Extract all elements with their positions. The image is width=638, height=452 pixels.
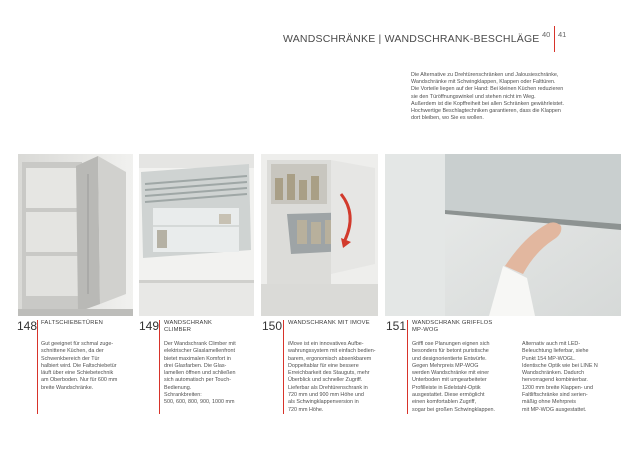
item-description-line: bietet maximalen Komfort in: [164, 355, 231, 362]
item-divider: [283, 320, 284, 414]
item-description-line: elektrischer Glaslamellenfront: [164, 348, 236, 355]
item-description-line: am Oberboden. Nur für 600 mm: [41, 377, 118, 384]
item-description-line: 720 mm Höhe.: [288, 406, 324, 413]
item-description-line: Bedienung.: [164, 384, 192, 391]
item-description-line: 720 mm und 900 mm Höhe und: [288, 392, 364, 399]
item-description-line: mäßig ohne Mehrpreis: [522, 399, 576, 406]
intro-line: Hochwertige Beschlagtechniken garantieren, dass die Klappen: [411, 108, 561, 115]
item-description-line: halbiert wird. Die Faltschiebetür: [41, 362, 117, 369]
item-description-line: Alternativ auch mit LED-: [522, 341, 581, 347]
item-description-line: Schwenkbereich der Tür: [41, 355, 100, 362]
intro-line: Die Alternative zu Drehtürenschränken und Jalousieschränke,: [411, 72, 559, 78]
item-description-line: Beleuchtung lieferbar, siehe: [522, 348, 589, 355]
item-description-line: schnittene Küchen, da der: [41, 348, 104, 355]
item-description-line: Der Wandschrank Climber mit: [164, 341, 236, 347]
intro-line: sie den Türöffnungswinkel und stehen nicht im Weg.: [411, 93, 536, 100]
item-description: [41, 341, 133, 392]
item-description-line: Wandschränken. Dadurch: [522, 370, 585, 377]
item-description-line: Gut geeignet für schmal zuge-: [41, 341, 114, 347]
item-title-line: WANDSCHRANK: [164, 320, 213, 326]
intro-line: Wandschränke mit Schwingklappen, Klappen oder Falttüren.: [411, 79, 556, 86]
item-description-line: Schrankbreiten:: [164, 392, 202, 399]
intro-line: dort bleiben, wo Sie es wollen.: [411, 115, 484, 122]
item-description-line: Lieferbar als Drehtürenschrank in: [288, 384, 368, 391]
page-number-right: 41: [558, 30, 567, 39]
item-divider: [407, 320, 408, 414]
item-description-continued: [522, 341, 622, 414]
item-description-line: einen komfortablen Zugriff,: [412, 399, 477, 406]
item-number: 148: [17, 319, 38, 333]
item-title-line: FALTSCHIEBETÜREN: [41, 320, 104, 326]
page-title: WANDSCHRÄNKE | WANDSCHRANK-BESCHLÄGE: [283, 33, 540, 45]
item-title: [164, 320, 254, 335]
item-description-line: 500, 600, 800, 900, 1000 mm: [164, 399, 235, 406]
item-description-line: werden Wandschränke mit einer: [412, 370, 490, 377]
item-description-line: als Schwingklappenversion in: [288, 399, 359, 406]
item-divider: [37, 320, 38, 414]
item-number: 150: [262, 319, 283, 333]
photo-wandschrank-imove: [261, 154, 378, 316]
item-description-line: und designorientierte Entwürfe.: [412, 355, 487, 362]
photo-wandschrank-climber: [139, 154, 254, 316]
item-description-line: sogar bei großen Schwingklappen.: [412, 406, 496, 413]
item-description-line: hervorragend kombinierbar.: [522, 377, 588, 384]
photo-faltschiebetueren: [18, 154, 133, 316]
item-description-line: ausgestattet. Diese ermöglicht: [412, 392, 485, 399]
item-description-line: drei Glasfarben. Die Glas-: [164, 362, 227, 369]
item-description-line: lamellen öffnen und schließen: [164, 370, 236, 377]
item-number: 149: [139, 319, 160, 333]
item-description-line: breite Wandschränke.: [41, 384, 94, 391]
item-description: [164, 341, 258, 407]
item-description-line: sich automatisch per Touch-: [164, 377, 232, 384]
item-description-line: Gegen Mehrpreis MP-WOG: [412, 362, 479, 369]
item-title-line: WANDSCHRANK GRIFFLOS: [412, 320, 493, 326]
item-title: [288, 320, 383, 327]
item-divider: [159, 320, 160, 414]
item-description-line: Griffl ose Planungen eignen sich: [412, 341, 490, 347]
item-description: [288, 341, 384, 414]
item-description-line: Identische Optik wie bei LINE N: [522, 362, 598, 369]
intro-line: Die Vorteile liegen auf der Hand: Bei kleinen Küchen reduzieren: [411, 86, 564, 93]
item-description-line: läuft über eine Schiebetechnik: [41, 370, 114, 377]
item-description-line: Unterboden mit umgearbeiteter: [412, 377, 487, 384]
item-description-line: Doppeltablar für eine bessere: [288, 362, 359, 369]
intro-paragraph: [411, 72, 609, 122]
page-number-divider: [554, 26, 555, 52]
item-title-line: MP-WOG: [412, 327, 439, 334]
item-description: [412, 341, 512, 414]
intro-line: Außerdem ist die Kopffreiheit bei allen Schränken gewährleistet.: [411, 100, 565, 107]
item-number: 151: [386, 319, 407, 333]
item-description-line: 1200 mm breite Klappen- und: [522, 384, 594, 391]
item-description-line: Profilleiste in Edelstahl-Optik: [412, 384, 481, 391]
item-description-line: Punkt 154 MP-WOGL.: [522, 355, 576, 362]
item-description-line: Überblick und schneller Zugriff.: [288, 377, 363, 384]
item-description-line: Erreichbarkeit des Stauguts, mehr: [288, 370, 370, 377]
photo-wandschrank-grifflos: [385, 154, 621, 316]
item-description-line: wahrungssystem mit einfach bedien-: [288, 348, 376, 355]
item-title-line: CLIMBER: [164, 327, 192, 334]
item-title: [412, 320, 522, 335]
item-description-line: iMove ist ein innovatives Aufbe-: [288, 341, 364, 347]
item-description-line: barem, ergonomisch absenkbarem: [288, 355, 372, 362]
page-number-left: 40: [542, 30, 551, 39]
item-description-line: besonders für betont puristische: [412, 348, 489, 355]
item-title: [41, 320, 131, 327]
item-title-line: WANDSCHRANK MIT IMOVE: [288, 320, 370, 326]
item-description-line: Faltliftschränke sind serien-: [522, 392, 588, 399]
item-description-line: mit MP-WOG ausgestattet.: [522, 406, 587, 413]
